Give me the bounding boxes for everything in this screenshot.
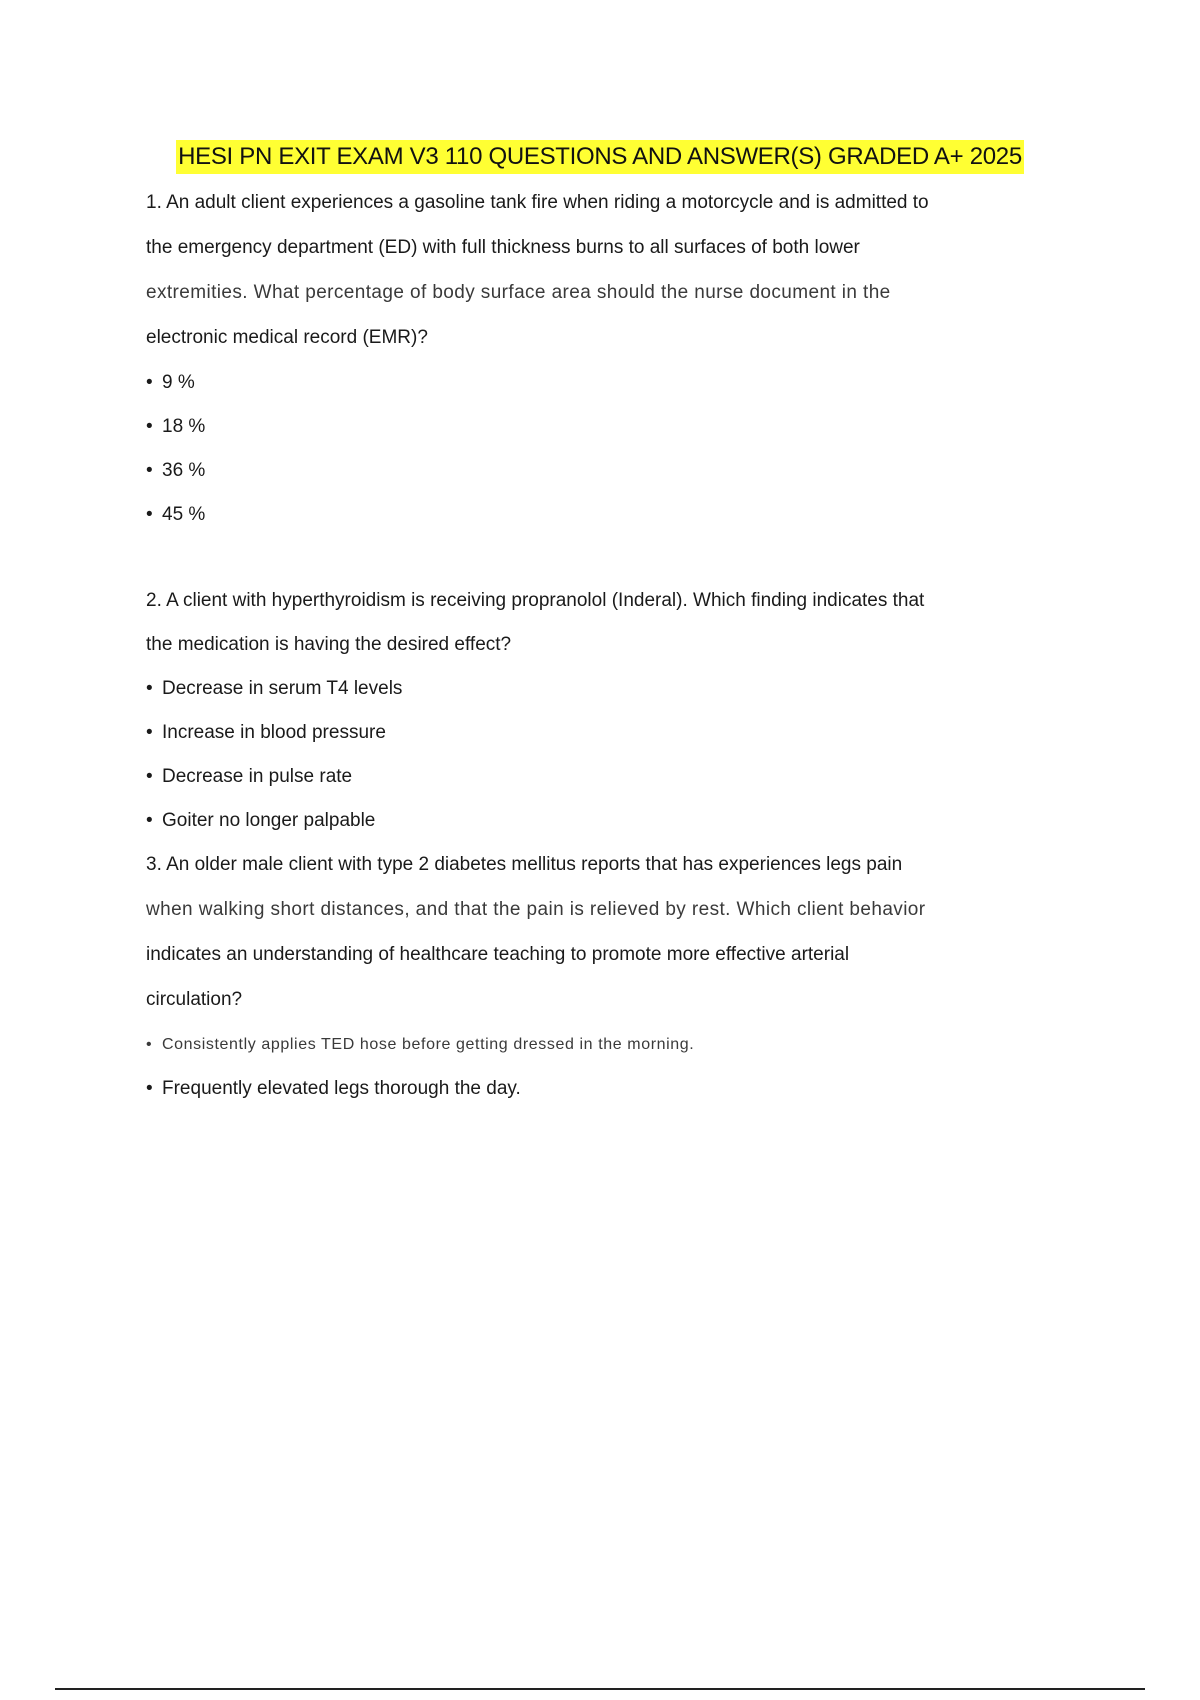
option-text: Decrease in pulse rate [162,766,353,787]
option-text: 36 % [162,460,206,481]
question-3-line-1: 3. An older male client with type 2 diabetes mellitus reports that has experiences legs pain [146,854,903,875]
question-2-option-3 [146,764,1026,808]
question-1-option-1 [146,370,1026,414]
bullet-icon: • [146,810,153,831]
bullet-icon: • [146,460,153,481]
option-text: 18 % [162,416,206,437]
bullet-icon: • [146,766,153,787]
question-3-options [146,1032,1026,1120]
question-3-option-2 [146,1076,1026,1120]
question-2-option-2 [146,720,1026,764]
question-spacer [146,546,1026,588]
bullet-icon: • [146,504,153,525]
document-title: HESI PN EXIT EXAM V3 110 QUESTIONS AND ANSWER(S) GRADED A+ 2025 [176,140,1024,174]
question-1-options [146,370,1026,546]
page-bottom-rule [55,1688,1145,1690]
question-1-line-4: electronic medical record (EMR)? [146,327,428,348]
question-1-line-2: the emergency department (ED) with full thickness burns to all surfaces of both lower [146,237,860,258]
option-text: Frequently elevated legs thorough the day. [162,1078,521,1099]
question-2 [146,588,1026,676]
question-1-option-4 [146,502,1026,546]
question-1 [146,190,1026,370]
question-1-line-3: extremities. What percentage of body surface area should the nurse document in the [146,282,891,303]
bullet-icon: • [146,372,153,393]
question-1-line-1: 1. An adult client experiences a gasoline tank fire when riding a motorcycle and is admitted to [146,192,929,213]
question-3-line-4: circulation? [146,989,243,1010]
question-2-line-2: the medication is having the desired effect? [146,634,512,655]
question-3-option-1 [146,1032,1026,1076]
bullet-icon: • [146,722,153,743]
question-3-line-3: indicates an understanding of healthcare teaching to promote more effective arterial [146,944,850,965]
question-3-line-2: when walking short distances, and that the pain is relieved by rest. Which client behavior [146,899,926,920]
question-2-option-4 [146,808,1026,852]
bullet-icon: • [146,1036,153,1053]
question-2-line-1: 2. A client with hyperthyroidism is receiving propranolol (Inderal). Which finding indicates that [146,590,925,611]
question-2-option-1 [146,676,1026,720]
question-1-option-3 [146,458,1026,502]
question-3 [146,852,1026,1032]
option-text: 9 % [162,372,195,393]
question-2-options [146,676,1026,852]
option-text: Decrease in serum T4 levels [162,678,403,699]
option-text: Consistently applies TED hose before getting dressed in the morning. [162,1036,695,1053]
option-text: 45 % [162,504,206,525]
question-1-option-2 [146,414,1026,458]
option-text: Goiter no longer palpable [162,810,376,831]
title-container [0,140,1200,174]
option-text: Increase in blood pressure [162,722,386,743]
bullet-icon: • [146,1078,153,1099]
bullet-icon: • [146,416,153,437]
bullet-icon: • [146,678,153,699]
document-content [146,190,1026,1120]
